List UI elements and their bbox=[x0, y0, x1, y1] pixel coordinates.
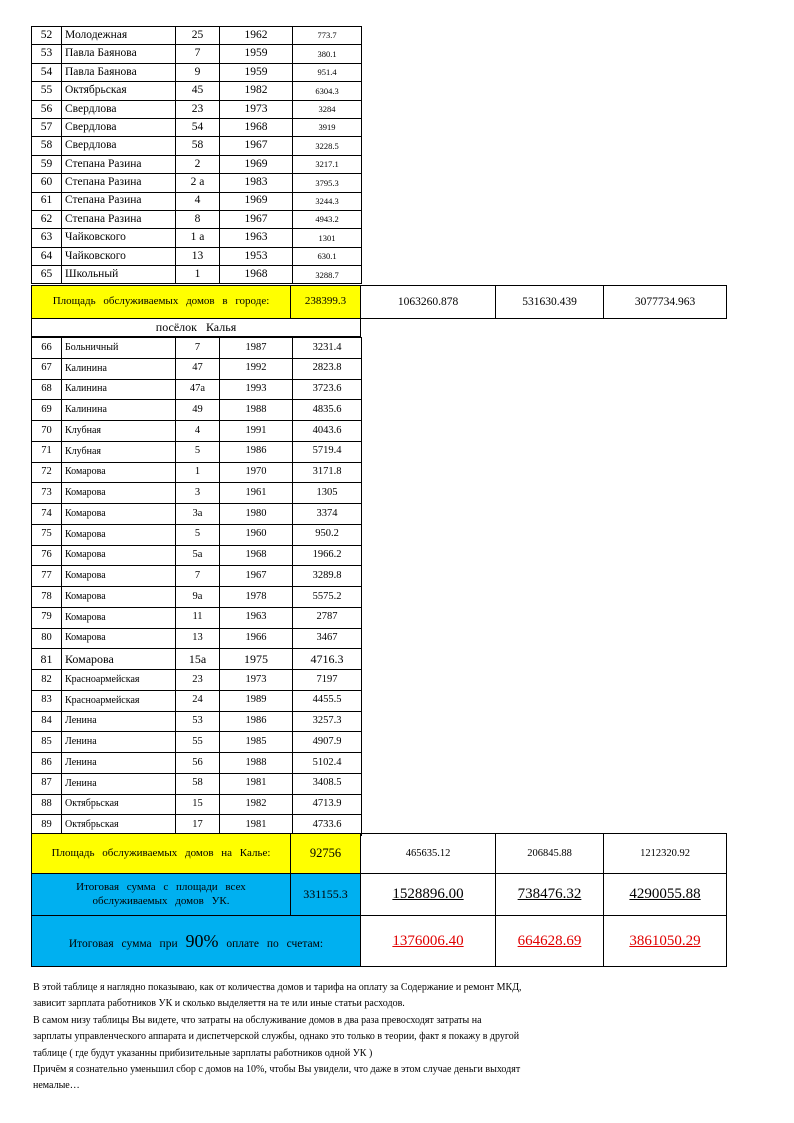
table-row bbox=[32, 441, 362, 462]
build-year-cell: 1967 bbox=[220, 210, 293, 228]
table-row bbox=[32, 545, 362, 566]
house-number-cell: 3а bbox=[176, 504, 220, 525]
area-cell: 6304.3 bbox=[293, 82, 362, 100]
row-number: 86 bbox=[32, 753, 62, 774]
payment-label-pre: Итоговая сумма при bbox=[68, 937, 178, 950]
house-number-cell: 24 bbox=[176, 690, 220, 711]
street-cell: Павла Баянова bbox=[62, 63, 176, 81]
build-year-cell: 1985 bbox=[220, 732, 293, 753]
table-row bbox=[32, 421, 362, 442]
kalya-houses-table bbox=[31, 337, 362, 836]
house-number-cell: 3 bbox=[176, 483, 220, 504]
table-row bbox=[32, 483, 362, 504]
row-number: 83 bbox=[32, 690, 62, 711]
row-number: 63 bbox=[32, 229, 62, 247]
build-year-cell: 1963 bbox=[220, 607, 293, 628]
area-cell: 1301 bbox=[293, 229, 362, 247]
payment-total-v3-cell bbox=[603, 915, 727, 967]
area-cell: 380.1 bbox=[293, 45, 362, 63]
house-number-cell: 5 bbox=[176, 441, 220, 462]
table-row bbox=[32, 524, 362, 545]
house-number-cell: 45 bbox=[176, 82, 220, 100]
table-row bbox=[32, 649, 362, 670]
table-row bbox=[32, 100, 362, 118]
house-number-cell: 9а bbox=[176, 587, 220, 608]
row-number: 80 bbox=[32, 628, 62, 649]
table-row bbox=[32, 229, 362, 247]
street-cell: Ленина bbox=[62, 732, 176, 753]
area-cell: 950.2 bbox=[293, 524, 362, 545]
street-cell: Свердлова bbox=[62, 137, 176, 155]
build-year-cell: 1969 bbox=[220, 155, 293, 173]
house-number-cell: 2 bbox=[176, 155, 220, 173]
house-number-cell: 47 bbox=[176, 358, 220, 379]
row-number: 85 bbox=[32, 732, 62, 753]
street-cell: Свердлова bbox=[62, 100, 176, 118]
house-number-cell: 49 bbox=[176, 400, 220, 421]
grand-total-label-line1: Итоговая сумма с площади всех bbox=[76, 880, 246, 893]
house-number-cell: 2 а bbox=[176, 174, 220, 192]
city-total-v3: 3077734.963 bbox=[634, 295, 696, 308]
house-number-cell: 5а bbox=[176, 545, 220, 566]
area-cell: 4043.6 bbox=[293, 421, 362, 442]
table-row bbox=[32, 462, 362, 483]
row-number: 81 bbox=[32, 649, 62, 670]
row-number: 59 bbox=[32, 155, 62, 173]
area-cell: 3467 bbox=[293, 628, 362, 649]
area-cell: 4907.9 bbox=[293, 732, 362, 753]
kalya-section-title-text: посёлок Калья bbox=[155, 320, 237, 334]
note-line: зарплаты управленческого аппарата и диспетчерской службы, однако это только в теории, факт я покажу в другой bbox=[33, 1031, 520, 1043]
build-year-cell: 1975 bbox=[220, 649, 293, 670]
street-cell: Комарова bbox=[62, 524, 176, 545]
kalya-total-label: Площадь обслуживаемых домов на Калье: bbox=[51, 846, 271, 859]
street-cell: Октябрьская bbox=[62, 82, 176, 100]
kalya-total-v1-cell bbox=[360, 833, 496, 874]
build-year-cell: 1968 bbox=[220, 266, 293, 284]
area-cell: 2787 bbox=[293, 607, 362, 628]
table-row bbox=[32, 587, 362, 608]
table-row bbox=[32, 155, 362, 173]
street-cell: Павла Баянова bbox=[62, 45, 176, 63]
street-cell: Октябрьская bbox=[62, 815, 176, 836]
street-cell: Комарова bbox=[62, 462, 176, 483]
row-number: 61 bbox=[32, 192, 62, 210]
street-cell: Комарова bbox=[62, 649, 176, 670]
street-cell: Свердлова bbox=[62, 118, 176, 136]
build-year-cell: 1981 bbox=[220, 773, 293, 794]
kalya-total-v2: 206845.88 bbox=[527, 847, 572, 859]
build-year-cell: 1989 bbox=[220, 690, 293, 711]
grand-total-v2: 738476.32 bbox=[517, 886, 582, 903]
payment-total-v1: 1376006.40 bbox=[392, 932, 464, 949]
street-cell: Степана Разина bbox=[62, 192, 176, 210]
house-number-cell: 5 bbox=[176, 524, 220, 545]
house-number-cell: 9 bbox=[176, 63, 220, 81]
grand-total-area-cell bbox=[290, 873, 361, 916]
row-number: 77 bbox=[32, 566, 62, 587]
row-number: 84 bbox=[32, 711, 62, 732]
city-total-v2-cell bbox=[495, 285, 604, 319]
table-row bbox=[32, 753, 362, 774]
house-number-cell: 53 bbox=[176, 711, 220, 732]
build-year-cell: 1963 bbox=[220, 229, 293, 247]
table-row bbox=[32, 82, 362, 100]
area-cell: 3795.3 bbox=[293, 174, 362, 192]
area-cell: 3257.3 bbox=[293, 711, 362, 732]
row-number: 64 bbox=[32, 247, 62, 265]
table-row bbox=[32, 607, 362, 628]
table-row bbox=[32, 27, 362, 45]
row-number: 53 bbox=[32, 45, 62, 63]
house-number-cell: 7 bbox=[176, 45, 220, 63]
grand-total-v2-cell bbox=[495, 873, 604, 916]
build-year-cell: 1986 bbox=[220, 441, 293, 462]
area-cell: 5575.2 bbox=[293, 587, 362, 608]
row-number: 58 bbox=[32, 137, 62, 155]
table-row bbox=[32, 670, 362, 691]
street-cell: Клубная bbox=[62, 421, 176, 442]
street-cell: Степана Разина bbox=[62, 174, 176, 192]
build-year-cell: 1966 bbox=[220, 628, 293, 649]
row-number: 87 bbox=[32, 773, 62, 794]
build-year-cell: 1968 bbox=[220, 545, 293, 566]
table-row bbox=[32, 338, 362, 359]
grand-total-label-line2: обслуживаемых домов УК. bbox=[92, 894, 230, 907]
street-cell: Комарова bbox=[62, 504, 176, 525]
area-cell: 3171.8 bbox=[293, 462, 362, 483]
note-line: В самом низу таблицы Вы видете, что затраты на обслуживание домов в два раза превосходят затраты на bbox=[33, 1014, 482, 1026]
grand-total-v3-cell bbox=[603, 873, 727, 916]
table-row bbox=[32, 63, 362, 81]
row-number: 82 bbox=[32, 670, 62, 691]
kalya-section-title bbox=[31, 318, 361, 337]
row-number: 71 bbox=[32, 441, 62, 462]
grand-total-v1-cell bbox=[360, 873, 496, 916]
row-number: 72 bbox=[32, 462, 62, 483]
street-cell: Красноармейская bbox=[62, 690, 176, 711]
table-row bbox=[32, 210, 362, 228]
house-number-cell: 23 bbox=[176, 100, 220, 118]
street-cell: Степана Разина bbox=[62, 155, 176, 173]
area-cell: 630.1 bbox=[293, 247, 362, 265]
build-year-cell: 1992 bbox=[220, 358, 293, 379]
build-year-cell: 1967 bbox=[220, 137, 293, 155]
street-cell: Чайковского bbox=[62, 247, 176, 265]
table-row bbox=[32, 266, 362, 284]
area-cell: 1966.2 bbox=[293, 545, 362, 566]
table-row bbox=[32, 690, 362, 711]
grand-total-label-cell bbox=[31, 873, 291, 916]
house-number-cell: 1 а bbox=[176, 229, 220, 247]
build-year-cell: 1982 bbox=[220, 82, 293, 100]
note-line: Причём я сознательно уменьшил сбор с домов на 10%, чтобы Вы увидели, что даже в этом случае деньги выходят bbox=[33, 1064, 521, 1076]
kalya-total-v3-cell bbox=[603, 833, 727, 874]
city-total-v2: 531630.439 bbox=[522, 295, 577, 308]
street-cell: Молодежная bbox=[62, 27, 176, 45]
house-number-cell: 23 bbox=[176, 670, 220, 691]
house-number-cell: 8 bbox=[176, 210, 220, 228]
house-number-cell: 13 bbox=[176, 247, 220, 265]
table-row bbox=[32, 794, 362, 815]
row-number: 56 bbox=[32, 100, 62, 118]
payment-total-label-cell bbox=[31, 915, 361, 967]
area-cell: 1305 bbox=[293, 483, 362, 504]
kalya-total-v1: 465635.12 bbox=[405, 847, 451, 859]
house-number-cell: 25 bbox=[176, 27, 220, 45]
build-year-cell: 1959 bbox=[220, 45, 293, 63]
build-year-cell: 1970 bbox=[220, 462, 293, 483]
build-year-cell: 1991 bbox=[220, 421, 293, 442]
area-cell: 4943.2 bbox=[293, 210, 362, 228]
area-cell: 3919 bbox=[293, 118, 362, 136]
area-cell: 3289.8 bbox=[293, 566, 362, 587]
city-total-label: Площадь обслуживаемых домов в городе: bbox=[52, 295, 270, 308]
street-cell: Больничный bbox=[62, 338, 176, 359]
street-cell: Октябрьская bbox=[62, 794, 176, 815]
street-cell: Ленина bbox=[62, 711, 176, 732]
row-number: 89 bbox=[32, 815, 62, 836]
street-cell: Школьный bbox=[62, 266, 176, 284]
house-number-cell: 4 bbox=[176, 421, 220, 442]
area-cell: 5102.4 bbox=[293, 753, 362, 774]
build-year-cell: 1993 bbox=[220, 379, 293, 400]
area-cell: 773.7 bbox=[293, 27, 362, 45]
row-number: 79 bbox=[32, 607, 62, 628]
row-number: 52 bbox=[32, 27, 62, 45]
table-row bbox=[32, 247, 362, 265]
build-year-cell: 1980 bbox=[220, 504, 293, 525]
payment-total-v1-cell bbox=[360, 915, 496, 967]
build-year-cell: 1961 bbox=[220, 483, 293, 504]
table-row bbox=[32, 358, 362, 379]
area-cell: 3244.3 bbox=[293, 192, 362, 210]
note-line: немалые… bbox=[33, 1080, 80, 1092]
street-cell: Чайковского bbox=[62, 229, 176, 247]
table-row bbox=[32, 137, 362, 155]
area-cell: 951.4 bbox=[293, 63, 362, 81]
payment-percent: 90% bbox=[185, 930, 219, 951]
table-row bbox=[32, 192, 362, 210]
area-cell: 3408.5 bbox=[293, 773, 362, 794]
table-row bbox=[32, 379, 362, 400]
note-line: зависит зарплата работников УК и сколько выделяеття на те или иные статьи расходов. bbox=[33, 998, 405, 1010]
city-total-v3-cell bbox=[603, 285, 727, 319]
house-number-cell: 54 bbox=[176, 118, 220, 136]
payment-total-label bbox=[69, 930, 323, 953]
payment-total-v2-cell bbox=[495, 915, 604, 967]
city-total-area: 238399.3 bbox=[304, 295, 347, 308]
build-year-cell: 1987 bbox=[220, 338, 293, 359]
area-cell: 3723.6 bbox=[293, 379, 362, 400]
row-number: 75 bbox=[32, 524, 62, 545]
house-number-cell: 58 bbox=[176, 773, 220, 794]
kalya-total-area: 92756 bbox=[309, 845, 342, 860]
row-number: 62 bbox=[32, 210, 62, 228]
grand-total-area: 331155.3 bbox=[303, 887, 348, 901]
row-number: 65 bbox=[32, 266, 62, 284]
city-total-v1-cell bbox=[360, 285, 496, 319]
build-year-cell: 1982 bbox=[220, 794, 293, 815]
row-number: 78 bbox=[32, 587, 62, 608]
area-cell: 2823.8 bbox=[293, 358, 362, 379]
house-number-cell: 7 bbox=[176, 338, 220, 359]
street-cell: Комарова bbox=[62, 628, 176, 649]
area-cell: 4835.6 bbox=[293, 400, 362, 421]
row-number: 76 bbox=[32, 545, 62, 566]
city-houses-table bbox=[31, 26, 362, 284]
house-number-cell: 58 bbox=[176, 137, 220, 155]
area-cell: 4733.6 bbox=[293, 815, 362, 836]
row-number: 74 bbox=[32, 504, 62, 525]
house-number-cell: 11 bbox=[176, 607, 220, 628]
area-cell: 4713.9 bbox=[293, 794, 362, 815]
grand-total-v1: 1528896.00 bbox=[392, 886, 464, 903]
build-year-cell: 1960 bbox=[220, 524, 293, 545]
build-year-cell: 1988 bbox=[220, 753, 293, 774]
city-total-label-cell bbox=[31, 285, 291, 319]
kalya-total-v2-cell bbox=[495, 833, 604, 874]
house-number-cell: 17 bbox=[176, 815, 220, 836]
build-year-cell: 1969 bbox=[220, 192, 293, 210]
row-number: 55 bbox=[32, 82, 62, 100]
build-year-cell: 1981 bbox=[220, 815, 293, 836]
area-cell: 4455.5 bbox=[293, 690, 362, 711]
build-year-cell: 1962 bbox=[220, 27, 293, 45]
row-number: 69 bbox=[32, 400, 62, 421]
area-cell: 4716.3 bbox=[293, 649, 362, 670]
build-year-cell: 1973 bbox=[220, 670, 293, 691]
payment-total-v2: 664628.69 bbox=[517, 932, 582, 949]
table-row bbox=[32, 732, 362, 753]
street-cell: Степана Разина bbox=[62, 210, 176, 228]
house-number-cell: 56 bbox=[176, 753, 220, 774]
street-cell: Красноармейская bbox=[62, 670, 176, 691]
build-year-cell: 1959 bbox=[220, 63, 293, 81]
house-number-cell: 15 bbox=[176, 794, 220, 815]
build-year-cell: 1983 bbox=[220, 174, 293, 192]
row-number: 68 bbox=[32, 379, 62, 400]
row-number: 73 bbox=[32, 483, 62, 504]
kalya-total-area-cell bbox=[290, 833, 361, 874]
area-cell: 3231.4 bbox=[293, 338, 362, 359]
street-cell: Комарова bbox=[62, 607, 176, 628]
table-row bbox=[32, 400, 362, 421]
street-cell: Комарова bbox=[62, 483, 176, 504]
area-cell: 3217.1 bbox=[293, 155, 362, 173]
table-row bbox=[32, 566, 362, 587]
build-year-cell: 1967 bbox=[220, 566, 293, 587]
house-number-cell: 13 bbox=[176, 628, 220, 649]
street-cell: Комарова bbox=[62, 566, 176, 587]
build-year-cell: 1978 bbox=[220, 587, 293, 608]
house-number-cell: 15а bbox=[176, 649, 220, 670]
table-row bbox=[32, 45, 362, 63]
street-cell: Клубная bbox=[62, 441, 176, 462]
area-cell: 5719.4 bbox=[293, 441, 362, 462]
table-row bbox=[32, 628, 362, 649]
house-number-cell: 1 bbox=[176, 462, 220, 483]
area-cell: 3228.5 bbox=[293, 137, 362, 155]
house-number-cell: 7 bbox=[176, 566, 220, 587]
row-number: 70 bbox=[32, 421, 62, 442]
row-number: 60 bbox=[32, 174, 62, 192]
street-cell: Комарова bbox=[62, 587, 176, 608]
house-number-cell: 55 bbox=[176, 732, 220, 753]
street-cell: Комарова bbox=[62, 545, 176, 566]
table-row bbox=[32, 118, 362, 136]
build-year-cell: 1953 bbox=[220, 247, 293, 265]
area-cell: 3284 bbox=[293, 100, 362, 118]
street-cell: Калинина bbox=[62, 358, 176, 379]
build-year-cell: 1986 bbox=[220, 711, 293, 732]
build-year-cell: 1968 bbox=[220, 118, 293, 136]
row-number: 88 bbox=[32, 794, 62, 815]
row-number: 57 bbox=[32, 118, 62, 136]
row-number: 54 bbox=[32, 63, 62, 81]
row-number: 66 bbox=[32, 338, 62, 359]
table-row bbox=[32, 504, 362, 525]
note-line: таблице ( где будут указанны прибизительные зарплаты работников одной УК ) bbox=[33, 1047, 373, 1059]
area-cell: 3374 bbox=[293, 504, 362, 525]
table-row bbox=[32, 174, 362, 192]
kalya-total-label-cell bbox=[31, 833, 291, 874]
street-cell: Калинина bbox=[62, 400, 176, 421]
city-total-v1: 1063260.878 bbox=[397, 295, 459, 308]
payment-label-post: оплате по счетам: bbox=[226, 937, 324, 950]
kalya-total-v3: 1212320.92 bbox=[640, 847, 690, 859]
table-row bbox=[32, 773, 362, 794]
payment-total-v3: 3861050.29 bbox=[629, 932, 701, 949]
build-year-cell: 1988 bbox=[220, 400, 293, 421]
area-cell: 7197 bbox=[293, 670, 362, 691]
city-total-area-cell bbox=[290, 285, 361, 319]
row-number: 67 bbox=[32, 358, 62, 379]
house-number-cell: 1 bbox=[176, 266, 220, 284]
street-cell: Ленина bbox=[62, 753, 176, 774]
build-year-cell: 1973 bbox=[220, 100, 293, 118]
area-cell: 3288.7 bbox=[293, 266, 362, 284]
street-cell: Калинина bbox=[62, 379, 176, 400]
explanation-notes bbox=[33, 980, 683, 1095]
street-cell: Ленина bbox=[62, 773, 176, 794]
note-line: В этой таблице я наглядно показываю, как от количества домов и тарифа на оплату за Содержание и ремонт МКД, bbox=[33, 982, 522, 993]
house-number-cell: 4 bbox=[176, 192, 220, 210]
table-row bbox=[32, 711, 362, 732]
grand-total-v3: 4290055.88 bbox=[629, 886, 701, 903]
house-number-cell: 47а bbox=[176, 379, 220, 400]
